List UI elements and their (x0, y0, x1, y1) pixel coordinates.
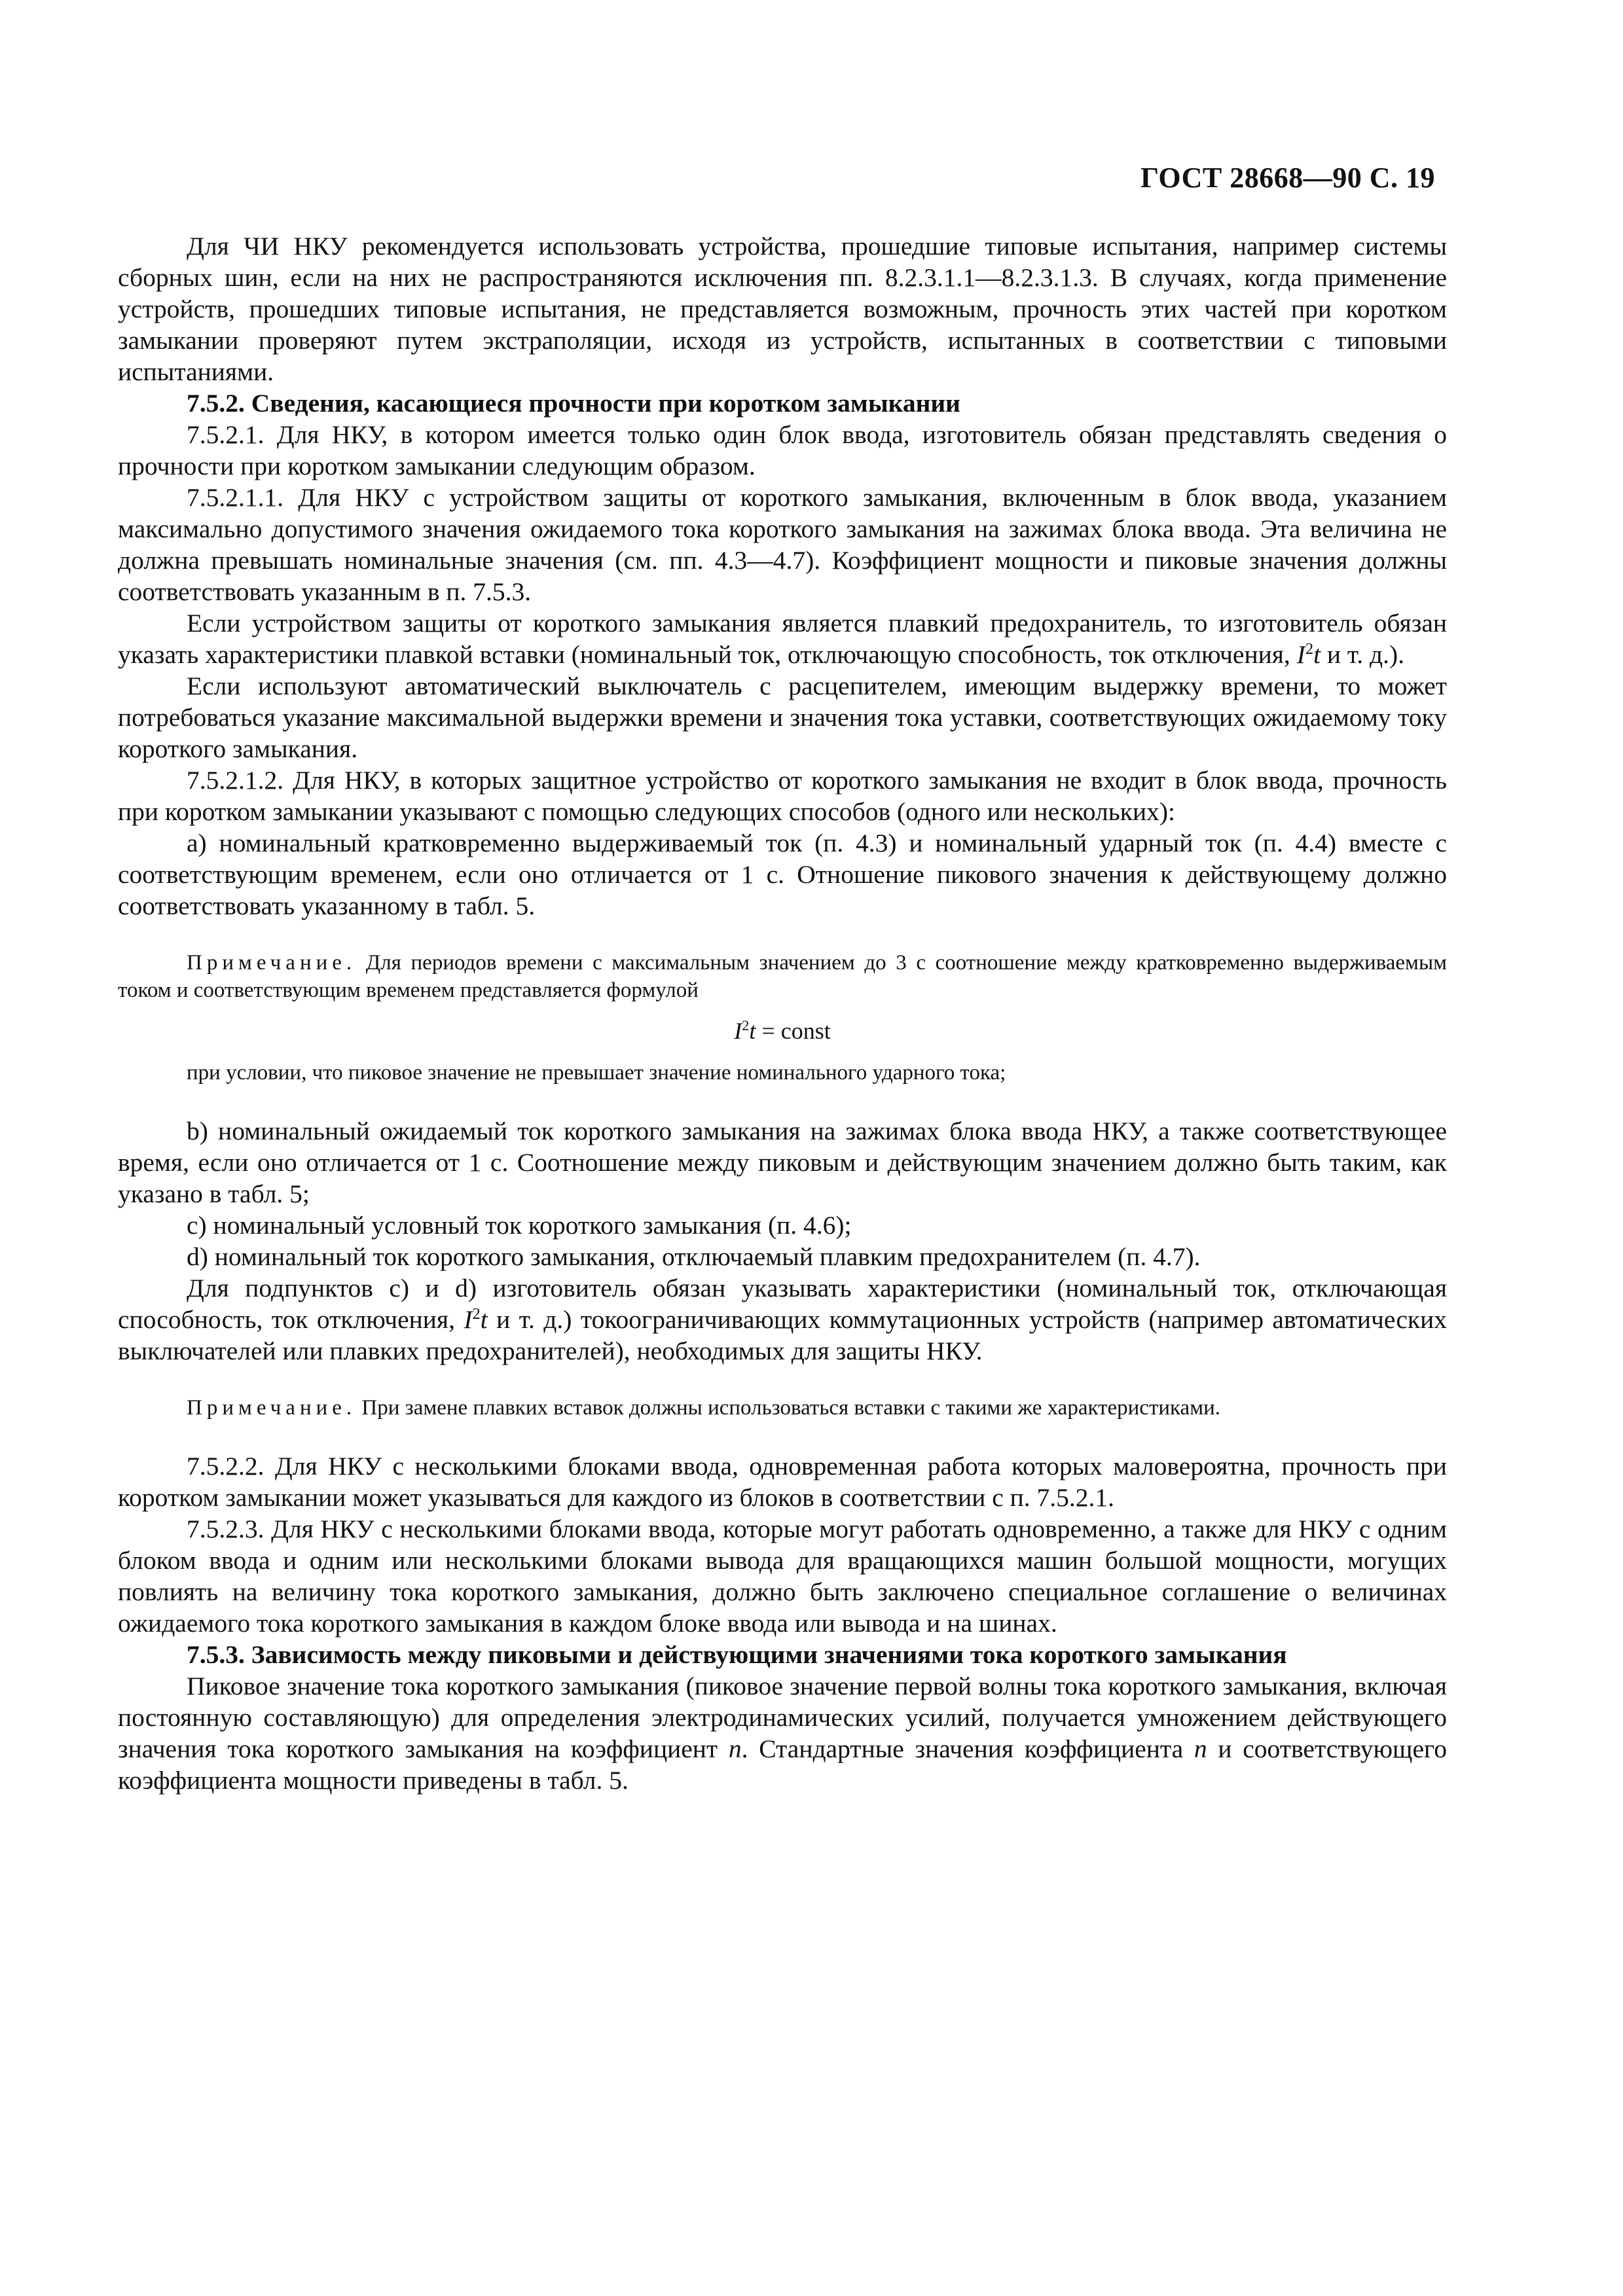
text-span: и т. д.) токоограничивающих коммутационных устройств (например автоматических выключателей или плавких предохранителей), необходимых для защиты НКУ. (118, 1305, 1447, 1365)
document-body (118, 230, 1447, 1796)
text-span: Если устройством защиты от короткого замыкания является плавкий предохранитель, то изготовитель обязан указать характеристики плавкой вставки (номинальный ток, отключающую способность, ток отключения, (118, 609, 1447, 669)
formula-rest: = const (756, 1018, 831, 1044)
paragraph-breaker: Если используют автоматический выключатель с расцепителем, имеющим выдержку времени, то может потребоваться указание максимальной выдержки времени и значения тока уставки, соответствующих ожидаемому току короткого замыкания. (118, 672, 1447, 763)
note-2 (118, 1394, 1447, 1422)
paragraph-7-5-2-3: 7.5.2.3. Для НКУ с несколькими блоками ввода, которые могут работать одновременно, а также для НКУ с одним блоком ввода и одним или несколькими блоками вывода для вращающихся машин большой мощности, могущих повлиять на величину тока короткого замыкания, должно быть заключено специальное соглашение о величинах ожидаемого тока короткого замыкания в каждом блоке ввода или вывода и на шинах. (118, 1515, 1447, 1638)
section-heading-7-5-2: 7.5.2. Сведения, касающиеся прочности при коротком замыкании (187, 389, 960, 418)
formula-i: I (734, 1018, 742, 1044)
paragraph-fuse (118, 607, 1447, 670)
text-span: . Стандартные значения коэффициента (741, 1734, 1194, 1763)
text-span: Пиковое значение тока короткого замыкания (пиковое значение первой волны тока короткого замыкания, включая постоянную составляющую) для определения электродинамических усилий, получается умножением действующего значения тока короткого замыкания на коэффициент (118, 1672, 1447, 1763)
note-2-text (118, 1394, 1447, 1422)
superscript: 2 (1305, 639, 1314, 658)
list-item-a: а) номинальный кратковременно выдерживаемый ток (п. 4.3) и номинальный ударный ток (п. 4.4) вместе с соответствующим временем, если оно отличается от 1 с. Отношение пикового значения к действующему должно соответствовать указанному в табл. 5. (118, 829, 1447, 920)
section-heading-7-5-3: 7.5.3. Зависимость между пиковыми и действующими значениями тока короткого замыкания (187, 1640, 1287, 1669)
superscript: 2 (472, 1304, 481, 1323)
list-item-d: d) номинальный ток короткого замыкания, отключаемый плавким предохранителем (п. 4.7). (187, 1242, 1201, 1271)
text-span: и т. д.). (1321, 640, 1404, 669)
text-span: и соответствующего коэффициента мощности приведены в табл. 5. (118, 1734, 1447, 1795)
list-item-b: b) номинальный ожидаемый ток короткого замыкания на зажимах блока ввода НКУ, а также соответствующее время, если оно отличается от 1 с. Соотношение между пиковым и действующим значением должно быть таким, как указано в табл. 5; (118, 1117, 1447, 1208)
paragraph-c-d (118, 1272, 1447, 1367)
list-item-c: c) номинальный условный ток короткого замыкания (п. 4.6); (187, 1211, 852, 1240)
text-span: При замене плавких вставок должны использоваться вставки с такими же характеристиками. (356, 1396, 1220, 1420)
symbol-i: I (1296, 640, 1305, 669)
symbol-i: I (464, 1305, 473, 1334)
note-label: Примечание. (187, 1396, 357, 1420)
paragraph-7-5-2-2: 7.5.2.2. Для НКУ с несколькими блоками ввода, одновременная работа которых маловероятна, прочность при коротком замыкании может указываться для каждого из блоков в соответствии с п. 7.5.2.1. (118, 1452, 1447, 1512)
paragraph-7-5-2-1-1: 7.5.2.1.1. Для НКУ с устройством защиты от короткого замыкания, включенным в блок ввода, указанием максимально допустимого значения ожидаемого тока короткого замыкания на зажимах блока ввода. Эта величина не должна превышать номинальные значения (см. пп. 4.3—4.7). Коэффициент мощности и пиковые значения должны соответствовать указанным в п. 7.5.3. (118, 483, 1447, 606)
formula-t: t (749, 1018, 756, 1044)
formula (118, 1017, 1447, 1045)
text-span: Для подпунктов c) и d) изготовитель обязан указывать характеристики (номинальный ток, отключающая способность, ток отключения, (118, 1274, 1447, 1334)
note-1 (118, 949, 1447, 1086)
symbol-n: n (1194, 1734, 1207, 1763)
symbol-n: n (728, 1734, 742, 1763)
text-span: Для периодов времени с максимальным значением до 3 с соотношение между кратковременно выдерживаемым током и соответствующим временем представляется формулой (118, 951, 1447, 1002)
symbol-t: t (1313, 640, 1321, 669)
note-label: Примечание. (187, 951, 357, 975)
note-1-text (118, 949, 1447, 1004)
paragraph-peak (118, 1670, 1447, 1796)
formula-exponent: 2 (742, 1017, 750, 1033)
note-1-continuation: при условии, что пиковое значение не превышает значение номинального ударного тока; (187, 1061, 1006, 1085)
paragraph-7-5-2-1: 7.5.2.1. Для НКУ, в котором имеется только один блок ввода, изготовитель обязан представлять сведения о прочности при коротком замыкании следующим образом. (118, 420, 1447, 480)
paragraph-intro: Для ЧИ НКУ рекомендуется использовать устройства, прошедшие типовые испытания, например системы сборных шин, если на них не распространяются исключения пп. 8.2.3.1.1—8.2.3.1.3. В случаях, когда применение устройств, прошедших типовые испытания, не представляется возможным, прочность этих частей при коротком замыкании проверяют путем экстраполяции, исходя из устройств, испытанных в соответствии с типовыми испытаниями. (118, 232, 1447, 386)
page-header: ГОСТ 28668—90 С. 19 (1140, 162, 1435, 194)
symbol-t: t (480, 1305, 488, 1334)
paragraph-7-5-2-1-2: 7.5.2.1.2. Для НКУ, в которых защитное устройство от короткого замыкания не входит в блок ввода, прочность при коротком замыкании указывают с помощью следующих способов (одного или нескольких): (118, 766, 1447, 826)
